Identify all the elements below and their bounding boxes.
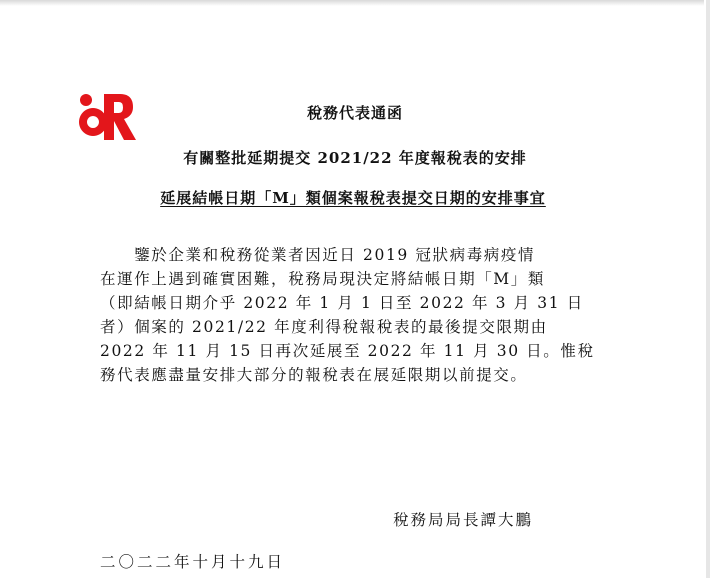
document-topic xyxy=(113,187,593,208)
body-line-3: （即結帳日期介乎 2022 年 1 月 1 日至 2022 年 3 月 31 日 xyxy=(100,294,584,312)
body-line-4: 者）個案的 2021/22 年度利得稅報稅表的最後提交限期由 xyxy=(100,318,548,336)
document-heading: 稅務代表通函 xyxy=(306,104,403,122)
document-subheading: 有關整批延期提交 2021/22 年度報稅表的安排 xyxy=(183,149,527,167)
body-line-2: 在運作上遇到確實困難，稅務局現決定將結帳日期「M」類 xyxy=(100,270,545,288)
body-line-6: 務代表應盡量安排大部分的報稅表在展延限期以前提交。 xyxy=(100,366,528,384)
body-line-5: 2022 年 11 月 15 日再次延展至 2022 年 11 月 30 日。惟稅 xyxy=(100,342,595,360)
body-line-1: 鑒於企業和稅務從業者因近日 2019 冠狀病毒病疫情 xyxy=(100,246,536,264)
document-date: 二〇二二年十月十九日 xyxy=(100,553,286,571)
page-top-edge xyxy=(0,0,704,6)
signature: 稅務局局長譚大鵬 xyxy=(393,511,534,529)
scrollbar[interactable] xyxy=(706,0,710,578)
document-topic-text: 延展結帳日期「M」類個案報稅表提交日期的安排事宜 xyxy=(160,189,546,207)
